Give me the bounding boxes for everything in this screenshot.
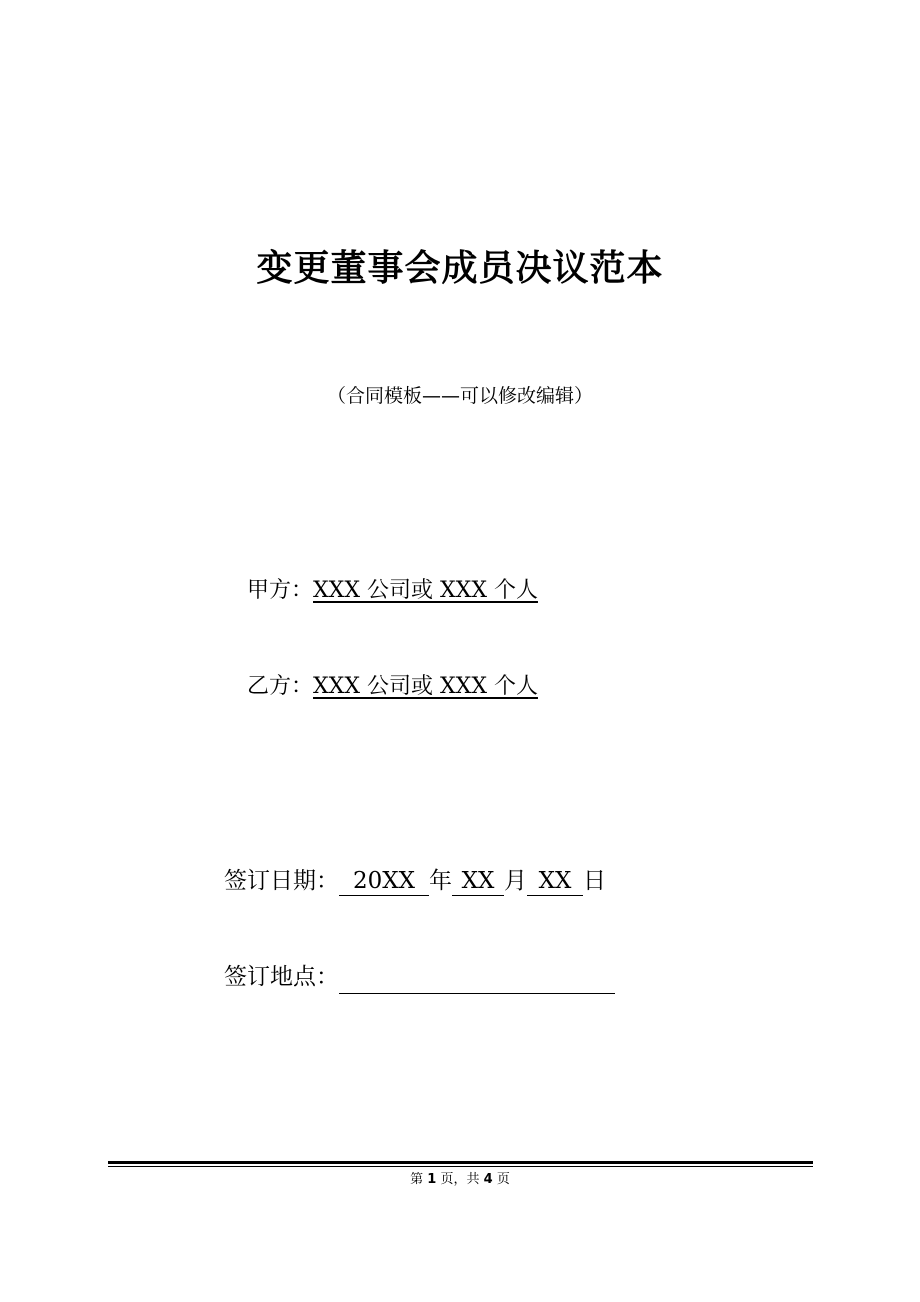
signing-year-field: 20XX [339, 867, 429, 896]
party-a-label: 甲方： [247, 578, 314, 603]
signing-month-unit: 月 [504, 868, 527, 894]
footer-divider [108, 1161, 813, 1167]
footer-current-page: 1 [427, 1172, 437, 1187]
signing-place-field [339, 967, 615, 994]
signing-month-field: XX [452, 867, 504, 896]
footer-prefix: 第 [410, 1172, 424, 1187]
page-footer [0, 1171, 920, 1189]
party-b-value: XXX 公司或 XXX 个人 [313, 674, 538, 699]
party-a-value: XXX 公司或 XXX 个人 [313, 578, 538, 603]
document-subtitle: （合同模板——可以修改编辑） [326, 385, 593, 407]
signing-year-unit: 年 [429, 868, 452, 894]
footer-total-pages: 4 [483, 1172, 493, 1187]
footer-middle: 页，共 [440, 1172, 480, 1187]
signing-date-row [224, 864, 606, 898]
signing-place-row [224, 960, 615, 994]
document-title: 变更董事会成员决议范本 [256, 248, 664, 289]
signing-place-label: 签订地点： [224, 964, 339, 990]
footer-divider-thin [108, 1166, 813, 1167]
signing-date-label: 签订日期： [224, 868, 339, 894]
signing-day-unit: 日 [583, 868, 606, 894]
footer-suffix: 页 [496, 1172, 510, 1187]
party-a-row [247, 575, 538, 607]
party-b-label: 乙方： [247, 674, 314, 699]
footer-divider-thick [108, 1161, 813, 1164]
signing-day-field: XX [527, 867, 583, 896]
party-b-row [247, 671, 538, 703]
